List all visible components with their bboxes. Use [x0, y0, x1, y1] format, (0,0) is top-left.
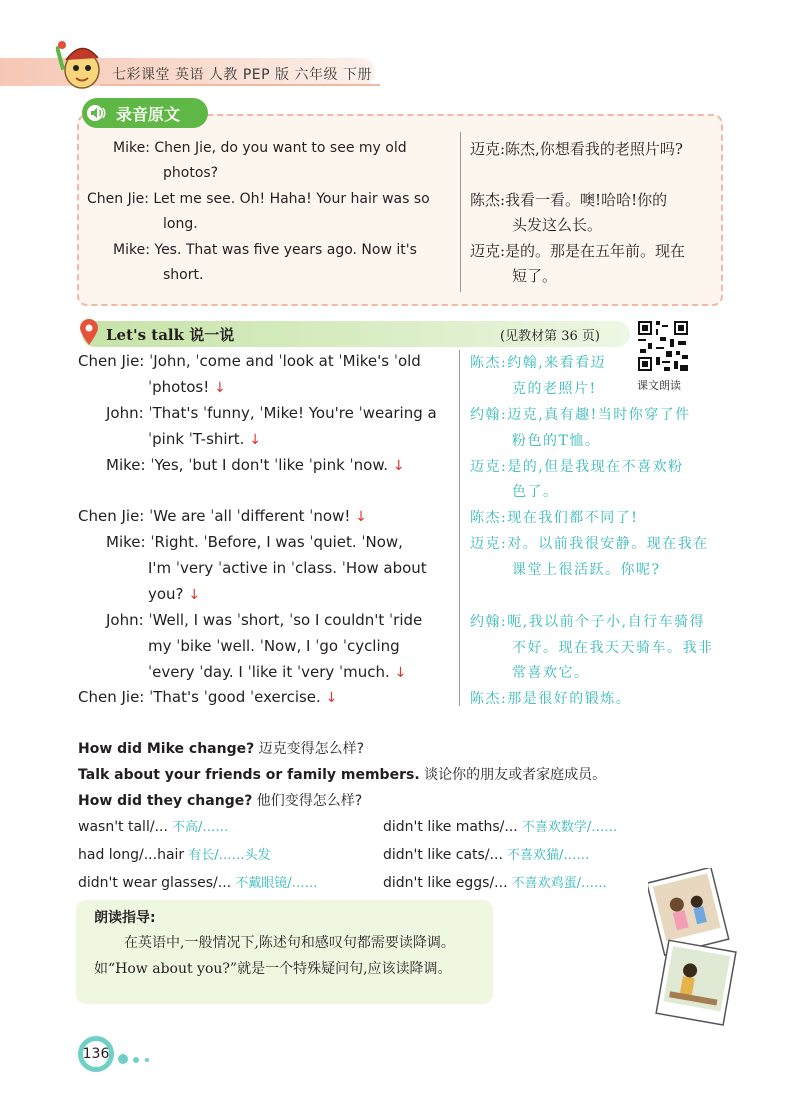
translation-line: 迈克:对。以前我很安静。现在我在 — [470, 536, 709, 552]
audio-en-line: Mike: Chen Jie, do you want to see my old — [113, 140, 407, 156]
page-number: 136 — [78, 1036, 114, 1072]
reading-guide-text: 在英语中,一般情况下,陈述句和感叹句都需要读降调。如“How about you?”就是一个特殊疑问句,应该读降调。 — [94, 935, 455, 977]
audio-en-line: Chen Jie: Let me see. Oh! Haha! Your hair was so — [87, 191, 430, 207]
dialogue-line: Mike: ˈRight. ˈBefore, I was ˈquiet. ˈNow, — [106, 533, 403, 551]
audio-cn-line: 迈克:是的。那是在五年前。现在 — [470, 242, 686, 260]
translation-line: 不好。现在我天天骑车。我非 — [512, 640, 714, 656]
falling-tone-arrow-icon: ↓ — [188, 587, 201, 603]
talk-title: Let's talk 说一说 — [106, 326, 235, 344]
audio-cn-line: 迈克:陈杰,你想看我的老照片吗? — [470, 140, 683, 158]
speaker-icon — [82, 98, 112, 128]
translation-line: 色了。 — [512, 484, 559, 500]
dialogue-line: Chen Jie: ˈJohn, ˈcome and ˈlook at ˈMike's ˈold — [78, 352, 421, 370]
question-3: How did they change? 他们变得怎么样? — [78, 793, 363, 809]
location-pin-icon — [78, 318, 100, 346]
translation-line: 约翰:呃,我以前个子小,自行车骑得 — [470, 614, 706, 630]
phrase-item: didn't wear glasses/... 不戴眼镜/…… — [78, 875, 318, 891]
dialogue-line: I'm ˈvery ˈactive in ˈclass. ˈHow about — [148, 559, 427, 577]
audio-cn-line: 头发这么长。 — [512, 216, 603, 234]
dialogue-line: John: ˈWell, I was ˈshort, ˈso I couldn't ˈride — [106, 611, 423, 629]
translation-line: 陈杰:现在我们都不同了! — [470, 510, 639, 526]
falling-tone-arrow-icon: ↓ — [355, 509, 367, 525]
audio-cn-line: 短了。 — [512, 267, 558, 285]
dialogue-line: John: ˈThat's ˈfunny, ˈMike! You're ˈwearing a — [106, 404, 437, 422]
qr-caption: 课文朗读 — [637, 379, 681, 392]
audio-en-line: photos? — [163, 165, 219, 181]
dialogue-line: ˈpink ˈT-shirt. ↓ — [148, 430, 261, 448]
dialogue-line: Chen Jie: ˈWe are ˈall ˈdifferent ˈnow! ↓ — [78, 507, 367, 525]
phrase-item: didn't like maths/... 不喜欢数学/…… — [383, 819, 618, 835]
translation-line: 陈杰:那是很好的锻炼。 — [470, 691, 632, 707]
translation-line: 迈克:是的,但是我现在不喜欢粉 — [470, 459, 684, 475]
header-divider — [100, 84, 380, 86]
dialogue-line: my ˈbike ˈwell. ˈNow, I ˈgo ˈcycling — [148, 637, 400, 655]
audio-en-line: short. — [163, 267, 204, 283]
audio-label: 录音原文 — [116, 104, 181, 124]
question-1: How did Mike change? 迈克变得怎么样? — [78, 741, 365, 757]
audio-column-divider — [460, 132, 461, 292]
translation-line: 约翰:迈克,真有趣!当时你穿了件 — [470, 407, 691, 423]
decor-dot — [118, 1054, 128, 1064]
falling-tone-arrow-icon: ↓ — [394, 665, 407, 681]
phrase-item: wasn't tall/... 不高/…… — [78, 819, 229, 835]
dialogue-column-divider — [459, 350, 460, 706]
falling-tone-arrow-icon: ↓ — [325, 690, 338, 706]
textbook-page-ref: (见教材第 36 页) — [500, 329, 600, 344]
dialogue-line: ˈevery ˈday. I ˈlike it ˈvery ˈmuch. ↓ — [148, 663, 407, 681]
translation-line: 粉色的T恤。 — [512, 433, 601, 449]
decor-dot — [145, 1058, 149, 1062]
translation-line: 克的老照片! — [512, 381, 597, 397]
audio-label-tag — [82, 98, 208, 128]
dialogue-line: Mike: ˈYes, ˈbut I don't ˈlike ˈpink ˈnow. ↓ — [106, 456, 405, 474]
falling-tone-arrow-icon: ↓ — [392, 458, 405, 474]
dialogue-line: Chen Jie: ˈThat's ˈgood ˈexercise. ↓ — [78, 688, 338, 706]
dialogue-line: you? ↓ — [148, 585, 201, 603]
reading-guide-title: 朗读指导: — [94, 910, 156, 926]
decor-dot — [133, 1057, 139, 1063]
translation-line: 陈杰:约翰,来看看迈 — [470, 355, 607, 371]
translation-line: 课堂上很活跃。你呢? — [512, 562, 661, 578]
qr-code-icon[interactable] — [636, 319, 690, 373]
phrase-item: didn't like cats/... 不喜欢猫/…… — [383, 847, 590, 863]
translation-line: 常喜欢它。 — [512, 665, 590, 681]
dialogue-line: ˈphotos! ↓ — [148, 378, 226, 396]
header-title: 七彩课堂 英语 人教 PEP 版 六年级 下册 — [112, 67, 372, 83]
audio-en-line: long. — [163, 216, 198, 232]
old-photos-illustration — [648, 868, 738, 1028]
phrase-item: had long/...hair 有长/……头发 — [78, 847, 271, 863]
falling-tone-arrow-icon: ↓ — [249, 432, 261, 448]
phrase-item: didn't like eggs/... 不喜欢鸡蛋/…… — [383, 875, 608, 891]
audio-cn-line: 陈杰:我看一看。噢!哈哈!你的 — [470, 191, 668, 209]
falling-tone-arrow-icon: ↓ — [214, 380, 226, 396]
audio-en-line: Mike: Yes. That was five years ago. Now it's — [113, 242, 417, 258]
question-2: Talk about your friends or family members. 谈论你的朋友或者家庭成员。 — [78, 767, 607, 783]
